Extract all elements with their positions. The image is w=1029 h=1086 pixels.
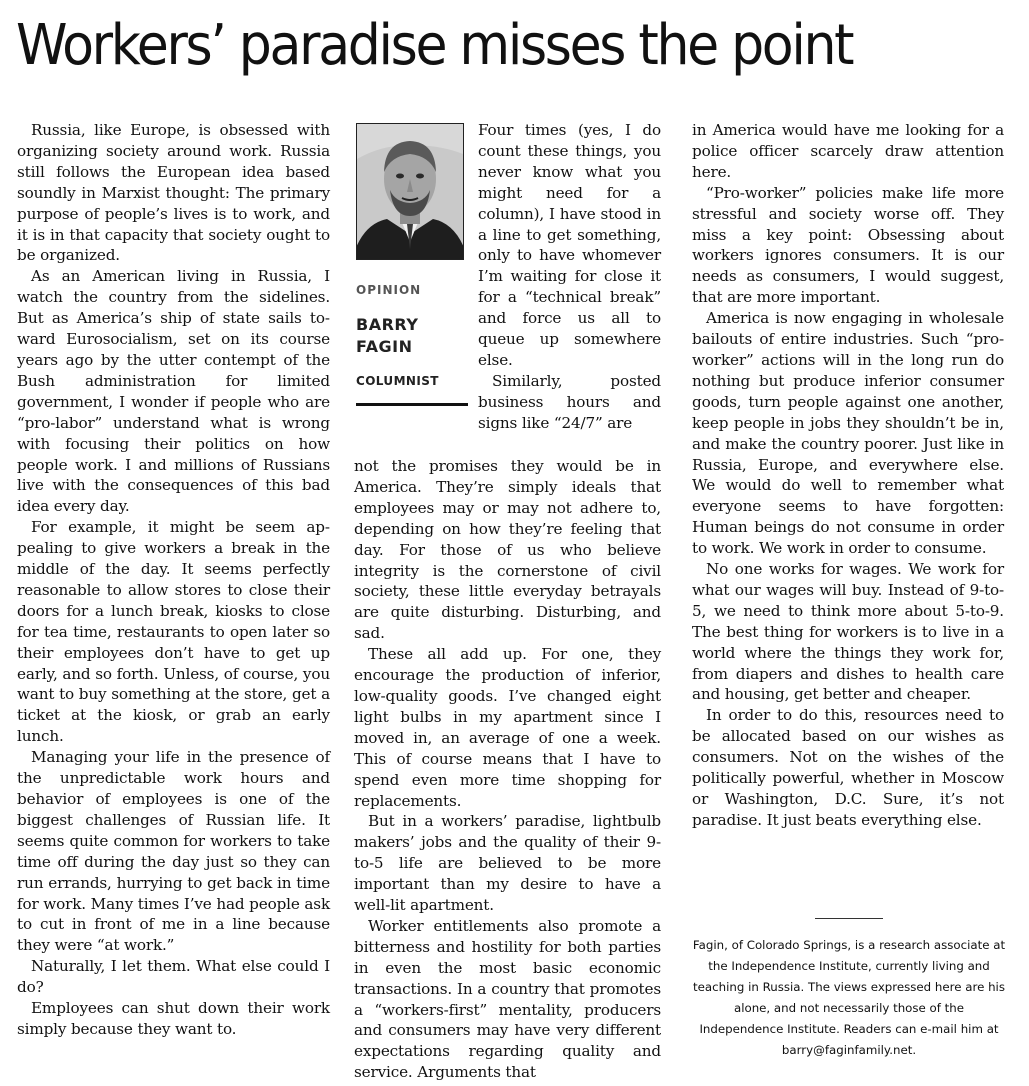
article-column-1 [17,120,330,1040]
paragraph: America is now engaging in wholesale bailouts of entire industries. Such “pro-worker” actions will in the long run do nothing but produce inferior consumer goods, turn people against one another, keep people in jobs they shouldn’t be in, and make the country poorer. Just like in Russia, Europe, and everywhere else. We would do well to remember what everyone seems to have forgotten: Human beings do not consume in order to work. We work in order to consume. [692,309,1004,558]
paragraph: In order to do this, resources need to be allocated based on our wishes as consumers. Not on the wishes of the politically powerful, whether in Moscow or Washington, D.C. Sure, it’s not paradise. It just beats everything else. [692,706,1004,829]
headline: Workers’ paradise misses the point [16,13,853,78]
article-column-2-bottom [354,456,661,1083]
byline-kicker: OPINION [356,283,422,297]
paragraph: Worker entitlements also promote a bitterness and hostility for both parties in even the most basic economic transactions. In a country that promotes a “workers-first” mentality, producers and consumers may have very different expectations regarding quality and service. Arguments that [354,916,661,1082]
article-column-3 [692,120,1004,831]
author-name [356,314,466,358]
paragraph: Russia, like Europe, is obsessed with organizing society around work. Russia still follows the European idea based soundly in Marxist thought: The primary purpose of people’s lives is to work, and it is in that capacity that society ought to be organized. [17,121,330,265]
paragraph: “Pro-worker” policies make life more stressful and society worse off. They miss a key point: Obsessing about workers ignores consumers. It is our needs as consumers, I would suggest, that are more important. [692,183,1004,307]
paragraph: For example, it might be seem appealing to give workers a break in the middle of the day. It seems perfectly reasonable to allow stores to close their doors for a lunch break, kiosks to close for tea time, restaurants to open later so their employees don’t have to get up early, and so forth. Unless, of course, you want to buy something at the store, get a ticket at the kiosk, or grab an early lunch. [17,518,330,746]
paragraph: not the promises they would be in America. They’re simply ideals that employees may or may not adhere to, depending on how they’re feeling that day. For those of us who believe integrity is the cornerstone of civil society, these little everyday betrayals are quite disturbing. Disturbing, and sad. [354,457,661,643]
paragraph: Four times (yes, I do count these things, you never know what you might need for a column), I have stood in a line to get something, only to have whomever I’m waiting for close it for a “technical break” and force us all to queue up somewhere else. [478,121,661,369]
author-portrait-image [357,124,463,259]
paragraph: But in a workers’ paradise, lightbulb makers’ jobs and the quality of their 9-to-5 life are believed to be more important than my desire to have a well-lit apartment. [354,812,661,915]
author-bio: Fagin, of Colorado Springs, is a research associate at the Independence Institute, currently living and teaching in Russia. The views expressed here are his alone, and not necessarily those of the Independence Institute. Readers can e-mail him at barry@faginfamily.net. [692,938,1006,1057]
paragraph: These all add up. For one, they encourage the production of inferior, low-quality goods. I’ve changed eight light bulbs in my apartment since I moved in, an average of one a week. This of course means that I have to spend even more time shopping for replacements. [354,645,661,810]
article-column-2-top [478,120,661,434]
paragraph: Employees can shut down their work simply because they want to. [17,999,330,1038]
bio-divider [815,918,883,919]
paragraph: No one works for wages. We work for what our wages will buy. Instead of 9-to-5, we need to think more about 5-to-9. The best thing for workers is to live in a world where the things they work for, from diapers and dishes to health care and housing, get better and cheaper. [692,560,1004,704]
byline-divider [356,403,468,406]
paragraph: in America would have me looking for a police officer scarcely draw attention here. [692,121,1004,181]
author-name-line: BARRY [356,315,419,334]
paragraph: As an American living in Russia, I watch the country from the sidelines. But as America’s ship of state sails toward Eurosocialism, set on its course years ago by the utter contempt of the Bush administration for limited government, I wonder if people who are “pro-labor” understand what is wrong with focusing their politics on how people work. I and millions of Russians live with the consequences of this bad idea every day. [17,267,330,516]
paragraph: Similarly, posted business hours and signs like “24/7” are [478,371,661,432]
author-name-line: FAGIN [356,337,413,356]
author-role: COLUMNIST [356,374,439,388]
paragraph: Naturally, I let them. What else could I do? [17,957,330,997]
author-photo [356,123,464,260]
paragraph: Managing your life in the presence of the unpredictable work hours and behavior of employees is one of the biggest challenges of Russian life. It seems quite common for workers to take time off during the day just so they can run errands, hurrying to get back in time for work. Many times I’ve had people ask to cut in front of me in a line because they were “at work.” [17,748,330,955]
